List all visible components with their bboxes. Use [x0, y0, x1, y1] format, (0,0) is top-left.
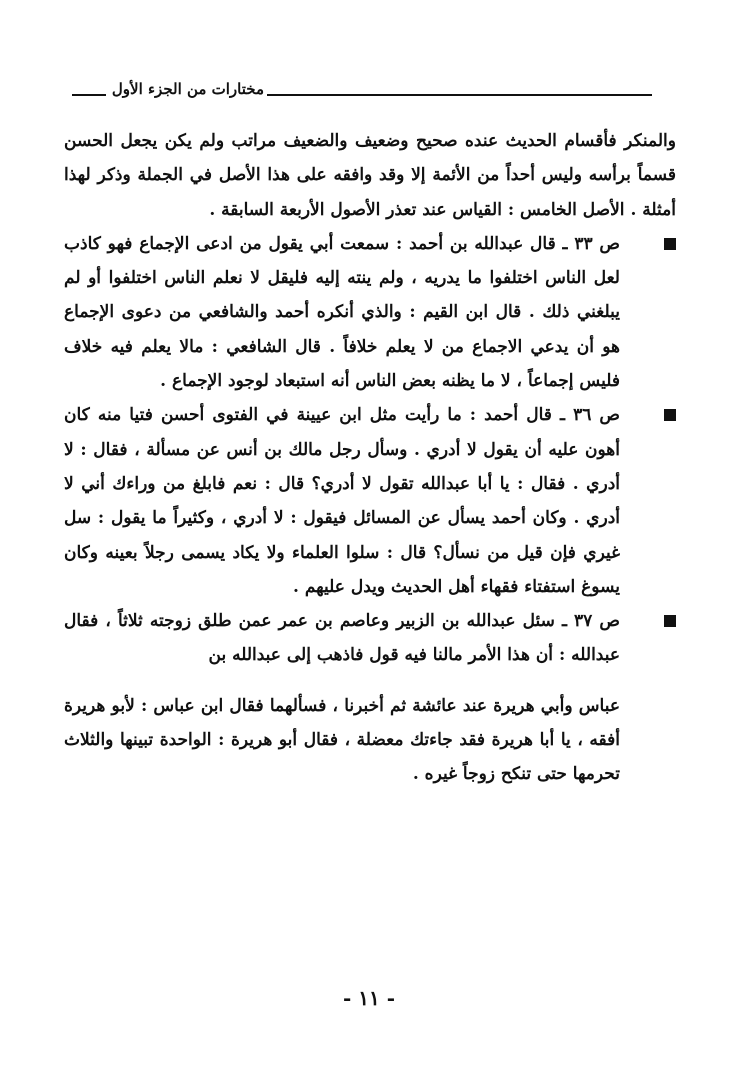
running-header — [72, 80, 652, 106]
page-body — [64, 124, 676, 792]
continuation-paragraph: عباس وأبي هريرة عند عائشة ثم أخبرنا ، فسألهما فقال ابن عباس : لأبو هريرة أفقه ، يا أبا هريرة فقد جاءتك معضلة ، فقال أبو هريرة : الواحدة تبينها والثلاث تحرمها حتى تنكح زوجاً غيره . — [64, 695, 620, 785]
entry-text: قال عبدالله بن أحمد : سمعت أبي يقول من ادعى الإجماع فهو كاذب لعل الناس اختلفوا ما يدريه ، ولم ينته إليه فليقل لا نعلم الناس اختلفوا أو لم يبلغني ذلك . قال ابن القيم : والذي أنكره أحمد والشافعي من دعوى الإجماع هو أن يدعي الاجماع من لا يعلم خلافاً . قال الشافعي : مالا يعلم فيه خلاف فليس إجماعاً ، لا ما يظنه بعض الناس أنه استبعاد لوجود الإجماع . — [64, 233, 620, 392]
entry-text: قال أحمد : ما رأيت مثل ابن عيينة في الفتوى أحسن فتيا منه كان أهون عليه أن يقول لا أدري . وسأل رجل مالك بن أنس عن مسألة ، فقال : لا أدري . فقال : يا أبا عبدالله تقول لا أدري؟ قال : نعم فابلغ من وراءك أني لا أدري . وكان أحمد يسأل عن المسائل فيقول : لا أدري ، وكثيراً ما يقول : سل غيري فإن قيل من نسأل؟ قال : سلوا العلماء ولا يكاد يسمى رجلاً بعينه وكان يسوغ استفتاء فقهاء أهل الحديث ويدل عليهم . — [64, 405, 620, 597]
square-bullet-icon — [664, 615, 676, 627]
opening-paragraph: والمنكر فأقسام الحديث عنده صحيح وضعيف والضعيف مراتب ولم يكن يجعل الحسن قسماً برأسه وليس أحداً من الأئمة إلا وقد وافقه على هذا الأصل في الجملة وذكر لهذا أمثلة . الأصل الخامس : القياس عند تعذر الأصول الأربعة السابقة . — [64, 131, 676, 220]
entry-p37 — [64, 604, 676, 673]
running-title: مختارات من الجزء الأول — [111, 80, 264, 98]
entry-p33 — [64, 227, 676, 398]
page-reference: ص ٣٧ ـ — [561, 611, 620, 632]
page-reference: ص ٣٣ ـ — [562, 233, 620, 254]
header-rule-right — [267, 94, 652, 96]
page-reference: ص ٣٦ ـ — [560, 405, 620, 426]
square-bullet-icon — [664, 409, 676, 421]
entry-text: سئل عبدالله بن الزبير وعاصم بن عمر عمن طلق زوجته ثلاثاً ، فقال عبدالله : أن هذا الأمر مالنا فيه قول فاذهب إلى عبدالله بن — [64, 611, 620, 666]
page-number: - ١١ - — [342, 986, 395, 1010]
section-gap — [64, 673, 676, 689]
header-rule-left — [72, 94, 106, 96]
square-bullet-icon — [664, 238, 676, 250]
entry-p36 — [64, 398, 676, 604]
